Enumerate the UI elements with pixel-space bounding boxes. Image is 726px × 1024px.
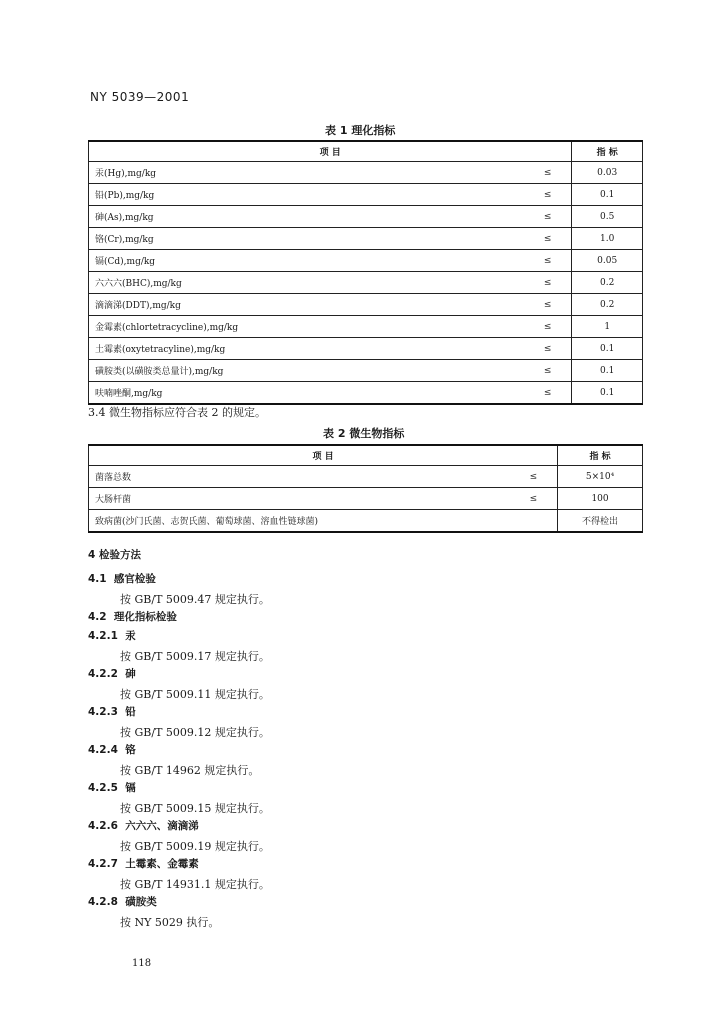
row-name: 铅(Pb),mg/kg xyxy=(89,184,506,206)
table-row xyxy=(89,294,643,316)
clause-text: 按 GB/T 5009.17 规定执行。 xyxy=(120,650,270,663)
row-op: ≤ xyxy=(505,294,572,316)
clause-number: 4.2.3 xyxy=(88,706,118,718)
row-op: ≤ xyxy=(505,250,572,272)
table-row xyxy=(89,162,643,184)
row-value: 0.5 xyxy=(572,206,643,228)
row-name: 磺胺类(以磺胺类总量计),mg/kg xyxy=(89,360,506,382)
table1-header xyxy=(89,141,643,162)
clause-number: 4.2.5 xyxy=(88,782,118,794)
standard-code: NY 5039—2001 xyxy=(90,90,190,104)
clause-text: 按 GB/T 5009.19 规定执行。 xyxy=(120,840,270,853)
table1 xyxy=(88,140,643,405)
clause-3-4: 3.4 微生物指标应符合表 2 的规定。 xyxy=(88,406,266,419)
table-row xyxy=(89,510,643,533)
page-number: 118 xyxy=(132,958,152,969)
clause-title: 理化指标检验 xyxy=(113,611,177,623)
row-op: ≤ xyxy=(505,184,572,206)
clause-title: 铬 xyxy=(125,744,136,756)
clause-number: 4.2 xyxy=(88,611,107,623)
list-item xyxy=(88,742,648,780)
row-name: 汞(Hg),mg/kg xyxy=(89,162,506,184)
row-op: ≤ xyxy=(505,272,572,294)
list-item xyxy=(88,571,648,609)
section4-title: 4 检验方法 xyxy=(88,549,141,561)
table2 xyxy=(88,444,643,533)
table-row xyxy=(89,360,643,382)
table-row xyxy=(89,382,643,405)
clause-text: 按 GB/T 5009.15 规定执行。 xyxy=(120,802,270,815)
clause-number: 4.2.1 xyxy=(88,630,118,642)
table-row xyxy=(89,250,643,272)
clause-title: 铅 xyxy=(125,706,136,718)
row-op: ≤ xyxy=(491,488,558,510)
list-item xyxy=(88,628,648,666)
row-value: 0.1 xyxy=(572,184,643,206)
row-value: 0.03 xyxy=(572,162,643,184)
table2-caption: 表 2 微生物指标 xyxy=(323,427,405,440)
row-value: 1.0 xyxy=(572,228,643,250)
row-name: 六六六(BHC),mg/kg xyxy=(89,272,506,294)
row-op: ≤ xyxy=(505,206,572,228)
clause-number: 4.2.8 xyxy=(88,896,118,908)
row-value: 0.2 xyxy=(572,294,643,316)
row-name: 大肠杆菌 xyxy=(89,488,492,510)
row-value: 0.1 xyxy=(572,338,643,360)
clause-number: 4.2.7 xyxy=(88,858,118,870)
list-item xyxy=(88,780,648,818)
row-name: 镉(Cd),mg/kg xyxy=(89,250,506,272)
list-item xyxy=(88,609,648,628)
list-item xyxy=(88,856,648,894)
row-op: ≤ xyxy=(505,316,572,338)
row-op: ≤ xyxy=(505,228,572,250)
row-name: 土霉素(oxytetracyline),mg/kg xyxy=(89,338,506,360)
table-row xyxy=(89,206,643,228)
table-row xyxy=(89,272,643,294)
table1-col-item: 项 目 xyxy=(89,141,572,162)
clause-title: 感官检验 xyxy=(113,573,156,585)
clause-text: 按 NY 5029 执行。 xyxy=(120,916,220,929)
clause-title: 汞 xyxy=(125,630,136,642)
list-item xyxy=(88,666,648,704)
row-value: 5×10⁴ xyxy=(558,466,643,488)
list-item xyxy=(88,818,648,856)
clause-title: 六六六、滴滴涕 xyxy=(125,820,199,832)
row-name: 菌落总数 xyxy=(89,466,492,488)
clause-text: 按 GB/T 5009.12 规定执行。 xyxy=(120,726,270,739)
table-row xyxy=(89,228,643,250)
row-name: 滴滴涕(DDT),mg/kg xyxy=(89,294,506,316)
table-row xyxy=(89,488,643,510)
table-row xyxy=(89,316,643,338)
clause-text: 按 GB/T 5009.47 规定执行。 xyxy=(120,593,270,606)
table-row xyxy=(89,338,643,360)
clause-title: 土霉素、金霉素 xyxy=(125,858,199,870)
row-value: 不得检出 xyxy=(558,510,643,533)
clause-title: 镉 xyxy=(125,782,136,794)
row-name: 砷(As),mg/kg xyxy=(89,206,506,228)
table-row xyxy=(89,466,643,488)
row-value: 0.2 xyxy=(572,272,643,294)
table1-col-value: 指 标 xyxy=(572,141,643,162)
row-value: 0.1 xyxy=(572,382,643,405)
table2-header xyxy=(89,445,643,466)
clause-text: 按 GB/T 14962 规定执行。 xyxy=(120,764,260,777)
clause-number: 4.2.4 xyxy=(88,744,118,756)
row-value: 0.05 xyxy=(572,250,643,272)
clause-number: 4.2.6 xyxy=(88,820,118,832)
table2-col-item: 项 目 xyxy=(89,445,558,466)
row-value: 100 xyxy=(558,488,643,510)
row-op: ≤ xyxy=(491,466,558,488)
row-name: 金霉素(chlortetracycline),mg/kg xyxy=(89,316,506,338)
row-op: ≤ xyxy=(505,360,572,382)
row-value: 1 xyxy=(572,316,643,338)
table1-caption: 表 1 理化指标 xyxy=(325,124,396,137)
row-value: 0.1 xyxy=(572,360,643,382)
row-op: ≤ xyxy=(505,338,572,360)
clause-title: 磺胺类 xyxy=(125,896,157,908)
list-item xyxy=(88,894,648,932)
row-op: ≤ xyxy=(505,382,572,405)
list-item xyxy=(88,704,648,742)
table-row xyxy=(89,184,643,206)
clause-title: 砷 xyxy=(125,668,136,680)
clause-number: 4.2.2 xyxy=(88,668,118,680)
table2-col-value: 指 标 xyxy=(558,445,643,466)
row-name: 致病菌(沙门氏菌、志贺氏菌、葡萄球菌、溶血性链球菌) xyxy=(89,510,558,533)
row-name: 铬(Cr),mg/kg xyxy=(89,228,506,250)
section4-list xyxy=(88,571,648,932)
clause-text: 按 GB/T 14931.1 规定执行。 xyxy=(120,878,270,891)
row-name: 呋喃唑酮,mg/kg xyxy=(89,382,506,405)
row-op: ≤ xyxy=(505,162,572,184)
clause-number: 4.1 xyxy=(88,573,107,585)
clause-text: 按 GB/T 5009.11 规定执行。 xyxy=(120,688,270,701)
